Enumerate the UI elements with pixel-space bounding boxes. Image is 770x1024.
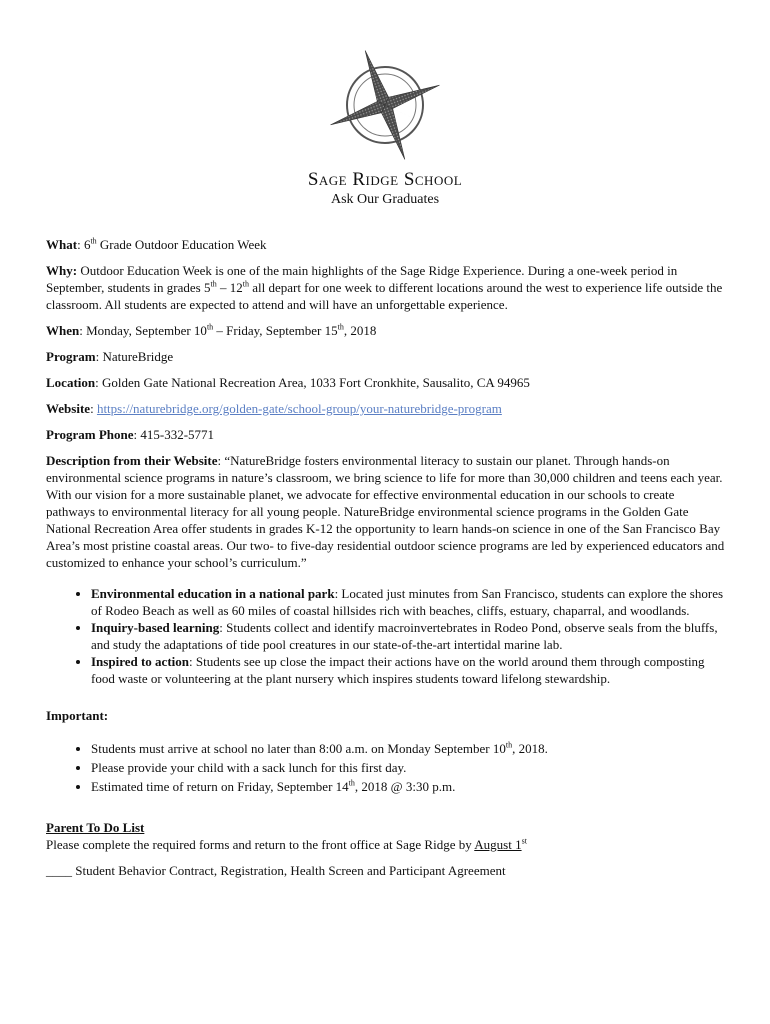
why-sup-1: th	[210, 279, 217, 289]
phone-label: Program Phone	[46, 427, 134, 442]
important-item-text: Estimated time of return on Friday, September 14	[91, 779, 349, 794]
location-value: : Golden Gate National Recreation Area, 1033 Fort Cronkhite, Sausalito, CA 94965	[95, 375, 530, 390]
bullet-text: : Students see up close the impact their actions have on the world around them through composting food waste or volunteering at the plant nursery which inspires students toward lifelong stewardship.	[91, 654, 705, 686]
bullet-text: : Located just minutes from San Francisco, students can explore the shores of Rodeo Beach as well as 60 miles of coastal hillsides rich with beaches, cliffs, estuary, chaparral, and woodlands.	[91, 586, 724, 618]
important-item-text: Students must arrive at school no later than 8:00 a.m. on Monday September 10	[91, 741, 506, 756]
website-label: Website	[46, 401, 91, 416]
important-item-sup: th	[505, 740, 513, 750]
list-item	[91, 778, 726, 795]
list-item	[91, 653, 726, 687]
location-paragraph	[46, 374, 726, 391]
important-item-text-end: , 2018 @ 3:30 p.m.	[354, 779, 456, 794]
todo-instructions	[46, 836, 726, 853]
bullet-title: Inspired to action	[91, 654, 189, 669]
important-heading: Important:	[46, 708, 109, 723]
why-sup-2: th	[242, 279, 249, 289]
location-label: Location	[46, 375, 96, 390]
program-highlights-list	[46, 585, 726, 687]
what-label: What	[46, 237, 78, 252]
todo-text: Please complete the required forms and return to the front office at Sage Ridge by	[46, 837, 475, 852]
list-item	[91, 759, 726, 776]
phone-paragraph	[46, 426, 726, 443]
when-text-2: – Friday, September 15	[213, 323, 338, 338]
list-item	[91, 740, 726, 757]
program-paragraph	[46, 348, 726, 365]
what-grade: 6	[83, 237, 91, 252]
description-text: : “NatureBridge fosters environmental literacy to sustain our planet. Through hands-on environmental science programs in nature’s classroom, we bring science to life for more than 30,000 children and teens each year. With our vision for a more sustainable planet, we advocate for effective environmental education in our schools to create pathways to environmental literacy for all young people. NatureBridge environmental science programs in the Golden Gate National Recreation Area offer students in grades K-12 the opportunity to learn hands-on science in one of the San Francisco Bay Area’s most pristine coastal areas. Our two- to five-day residential outdoor science programs are led by experienced educators and customized to enhance your school’s curriculum.”	[46, 453, 725, 570]
website-paragraph	[46, 400, 726, 417]
when-text-1: : Monday, September 10	[79, 323, 207, 338]
important-list	[46, 740, 726, 795]
list-item	[91, 585, 726, 619]
bullet-text: : Students collect and identify macroinvertebrates in Rodeo Pond, observe seals from the bluffs, and study the adaptations of tide pool creatures in our state-of-the-art intertidal marine lab.	[91, 620, 718, 652]
why-text-2: – 12	[216, 280, 243, 295]
page-subtitle: Ask Our Graduates	[330, 192, 440, 207]
why-paragraph	[46, 262, 726, 313]
why-text-3: all depart for one week to different locations around the west to experience life outside the classroom. All students are expected to attend and will have an unforgettable experience.	[46, 280, 723, 312]
program-label: Program	[46, 349, 96, 364]
todo-deadline: August 1	[474, 837, 522, 852]
bullet-title: Inquiry-based learning	[91, 620, 220, 635]
what-sup: th	[90, 236, 97, 246]
description-paragraph	[46, 452, 726, 571]
phone-value: : 415-332-5771	[133, 427, 215, 442]
when-sup-2: th	[337, 322, 344, 332]
list-item	[91, 619, 726, 653]
when-sup-1: th	[206, 322, 214, 332]
important-item-sup: th	[348, 778, 355, 788]
description-label: Description from their Website	[46, 453, 218, 468]
website-link[interactable]: https://naturebridge.org/golden-gate/school-group/your-naturebridge-program	[96, 401, 502, 416]
document-body	[46, 236, 726, 888]
program-value: : NatureBridge	[95, 349, 174, 364]
todo-deadline-sup: st	[521, 836, 527, 846]
why-label: Why:	[46, 263, 78, 278]
compass-rose-icon	[325, 45, 445, 165]
what-text: Grade Outdoor Education Week	[96, 237, 267, 252]
important-item-text: Please provide your child with a sack lunch for this first day.	[91, 760, 407, 775]
school-name: Sage Ridge School	[307, 169, 463, 190]
website-sep: :	[90, 401, 97, 416]
why-text-1: Outdoor Education Week is one of the main highlights of the Sage Ridge Experience. During a one-week period in September, students in grades 5	[46, 263, 678, 295]
todo-checklist-item: ____ Student Behavior Contract, Registration, Health Screen and Participant Agreement	[46, 863, 506, 878]
when-paragraph	[46, 322, 726, 339]
when-label: When	[46, 323, 80, 338]
important-item-text-end: , 2018.	[512, 741, 548, 756]
bullet-title: Environmental education in a national park	[91, 586, 335, 601]
todo-heading: Parent To Do List	[46, 820, 145, 835]
what-paragraph: What: 6th Grade Outdoor Education Week	[46, 236, 267, 252]
when-text-3: , 2018	[343, 323, 377, 338]
